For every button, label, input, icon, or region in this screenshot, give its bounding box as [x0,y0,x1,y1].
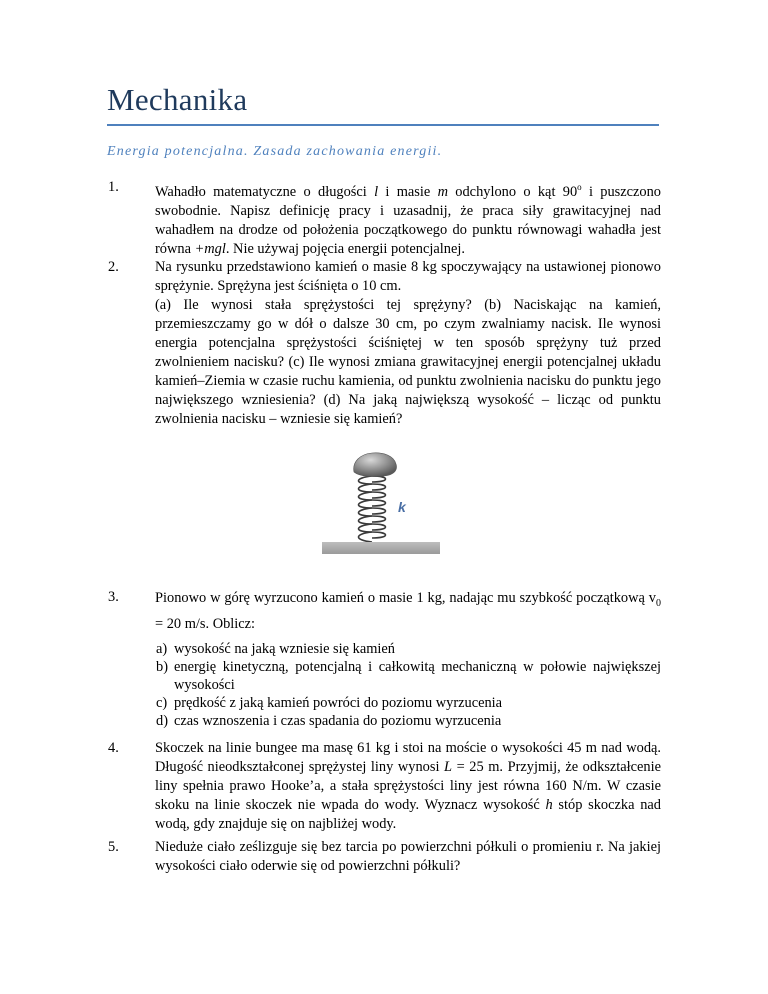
problem-3-subitems [156,640,661,730]
problem-2 [108,258,661,429]
spring-stone-figure [320,448,442,556]
problem-number: 1. [108,179,119,195]
problem-number: 4. [108,740,119,756]
subitem: a) wysokość na jaką wzniesie się kamień [156,641,395,657]
page-title: Mechanika [107,82,248,117]
subitem: b) energię kinetyczną, potencjalną i całkowitą mechaniczną w połowie największej wysokości [156,659,661,693]
problem-number: 2. [108,259,119,275]
problem-number: 3. [108,589,119,605]
problem-text: Pionowo w górę wyrzucono kamień o masie 1 kg, nadając mu szybkość początkową $v_0 = 20$ m/s. Oblicz: [155,590,661,632]
problem-5 [108,838,661,876]
problem-4 [108,739,661,834]
subitem: c) prędkość z jaką kamień powróci do poziomu wyrzucenia [156,695,503,711]
problem-text: Na rysunku przedstawiono kamień o masie 8 kg spoczywający na ustawionej pionowo sprężynie. Sprężyna jest ściśnięta o 10 cm. (a) Ile wynosi stała sprężystości tej sprężyny? (b) Naciskając na kamień, przemieszczamy go w dół o dalsze 30 cm, po czym zwalniamy nacisk. Ile wynosi energia potencjalna sprężystości ściśniętej w ten sposób sprężyny tuż przed zwolnieniem nacisku? (c) Ile wynosi zmiana grawitacyjnej energii potencjalnej układu kamień–Ziemia w czasie ruchu kamienia, od punktu zwolnienia nacisku do punktu jego największego wzniesienia? (d) Na jaką największą wysokość – licząc od punktu zwolnienia nacisku – wzniesie się kamień? [155,259,661,427]
problem-number: 5. [108,839,119,855]
stone-icon [354,453,397,477]
problem-text: Wahadło matematyczne o długości l i masie m odchylono o kąt 90$^o$ i puszczono swobodnie. Napisz definicję pracy i uzasadnij, że praca siły grawitacyjnej nad wahadłem na drodze od położenia początkowego do punktu równowagi wahadła jest równa +mgl. Nie używaj pojęcia energii potencjalnej. [155,182,661,257]
spring-constant-label: k [398,499,406,515]
spring-icon [359,476,386,542]
subitem: d) czas wznoszenia i czas spadania do poziomu wyrzucenia [156,713,502,729]
problem-1 [108,178,661,259]
problem-3 [108,588,661,634]
problem-text: Nieduże ciało ześlizguje się bez tarcia po powierzchni półkuli o promieniu r. Na jakiej wysokości ciało oderwie się od powierzchni półkuli? [155,839,661,874]
ground-base [322,542,440,554]
problem-text: Skoczek na linie bungee ma masę 61 kg i stoi na moście o wysokości 45 m nad wodą. Długość nieodkształconej sprężystej liny wynosi L = 25 m. Przyjmij, że odkształcenie liny spełnia prawo Hooke’a, a stała sprężystości liny jest równa 160 N/m. W czasie skoku na linie skoczek nie wpada do wody. Wyznacz wysokość h stóp skoczka nad wodą, gdy znajduje się on najbliżej wody. [155,740,661,832]
section-subtitle: Energia potencjalna. Zasada zachowania energii. [107,144,443,159]
title-underline [107,124,659,126]
